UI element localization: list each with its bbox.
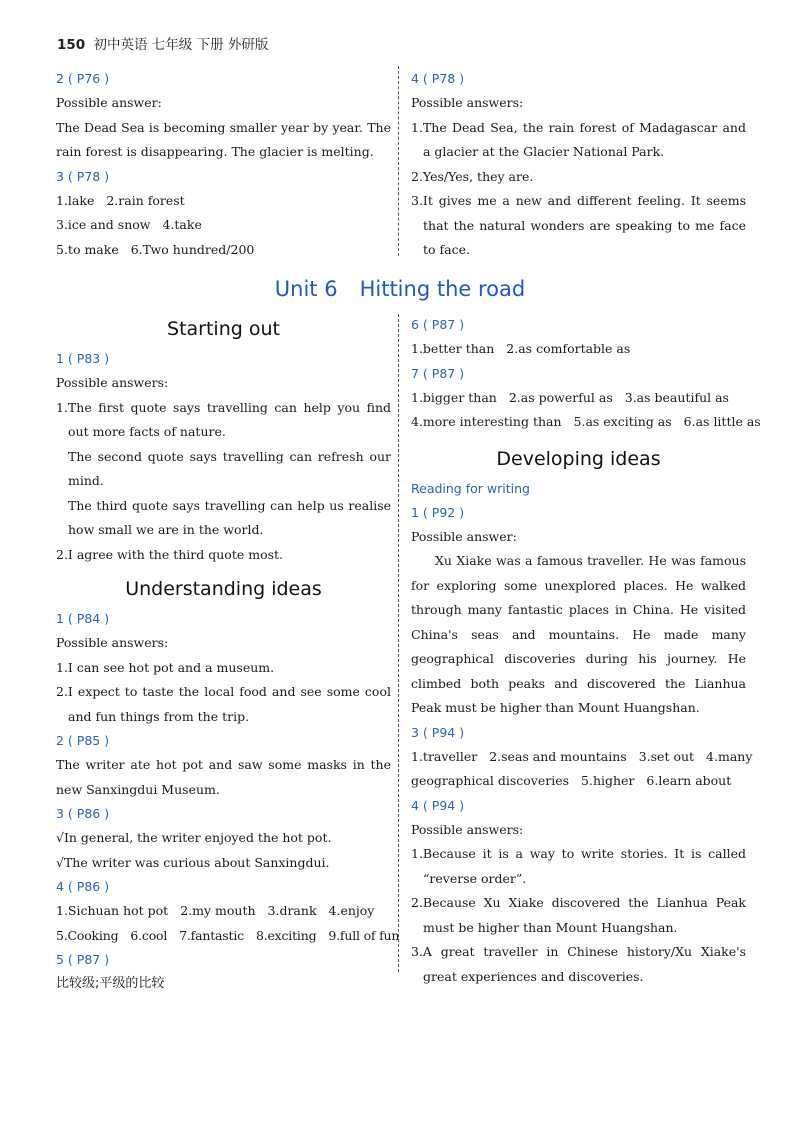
exercise-ref: 2 ( P76 ) xyxy=(56,71,110,86)
answer-item: 4.many xyxy=(706,748,753,764)
answer-item: 2.Because Xu Xiake discovered the Lianhua Peak must be higher than Mount Huangshan. xyxy=(411,895,746,935)
answer-text: The Dead Sea is becoming smaller year by year. The rain forest is disappearing. The glacier is melting. xyxy=(56,119,391,159)
column-divider xyxy=(398,314,399,972)
exercise-ref: 6 ( P87 ) xyxy=(411,317,465,332)
check-item: √In general, the writer enjoyed the hot pot. xyxy=(56,830,332,845)
answer-item: 3.drank xyxy=(267,903,317,918)
exercise-ref: 1 ( P92 ) xyxy=(411,504,465,520)
unit-title xyxy=(0,272,800,306)
top-right-column xyxy=(411,67,746,263)
page-header xyxy=(57,33,268,53)
answer-item: geographical discoveries xyxy=(411,773,570,788)
column-divider xyxy=(398,66,399,256)
answer-item: 4.more interesting than xyxy=(411,414,562,429)
answer-item: 1.Sichuan hot pot xyxy=(56,903,169,918)
answer-item: 4.enjoy xyxy=(328,903,375,918)
exercise-ref: 3 ( P78 ) xyxy=(56,168,110,184)
answer-item: 1.bigger than xyxy=(411,389,497,405)
answer-item: 1.The first quote says travelling can help you find out more facts of nature. xyxy=(56,399,391,439)
exercise-ref: 4 ( P94 ) xyxy=(411,797,465,813)
answer-label: Possible answers: xyxy=(411,95,524,110)
answer-item: The third quote says travelling can help us realise how small we are in the world. xyxy=(68,497,391,537)
answer-label: Possible answers: xyxy=(411,821,524,837)
answer-item: 6.cool xyxy=(130,927,168,943)
answer-line xyxy=(411,337,746,362)
answer-line xyxy=(56,899,391,924)
answer-item: 7.fantastic xyxy=(179,927,244,943)
answer-item: 9.full of fun xyxy=(328,927,400,943)
answer-item: 8.exciting xyxy=(255,927,317,943)
exercise-ref: 4 ( P86 ) xyxy=(56,879,110,894)
answer-line xyxy=(56,924,400,949)
answer-item: 3.as beautiful as xyxy=(624,389,729,405)
top-left-column xyxy=(56,67,391,262)
answer-item: 6.learn about xyxy=(646,773,732,788)
lower-left-column xyxy=(56,311,400,997)
check-item: √The writer was curious about Sanxingdui. xyxy=(56,854,330,870)
answer-item: 2.my mouth xyxy=(180,903,256,918)
answer-text: 比较级;平级的比较 xyxy=(56,976,165,991)
unit-number: Unit 6 xyxy=(274,277,338,301)
answer-item: 1.lake xyxy=(56,192,95,208)
answer-item: 2.rain forest xyxy=(106,192,185,208)
exercise-ref: 5 ( P87 ) xyxy=(56,952,110,967)
answer-item: 1.The Dead Sea, the rain forest of Madagascar and a glacier at the Glacier National Park. xyxy=(411,119,746,159)
subsection-title: Reading for writing xyxy=(411,480,530,496)
answer-item: 2.I agree with the third quote most. xyxy=(56,546,284,562)
answer-item: 2.seas and mountains xyxy=(489,748,627,764)
answer-item: 5.higher xyxy=(581,773,635,788)
answer-line xyxy=(56,238,391,263)
exercise-ref: 1 ( P83 ) xyxy=(56,351,110,366)
answer-item: 2.Yes/Yes, they are. xyxy=(411,168,534,184)
exercise-ref: 4 ( P78 ) xyxy=(411,71,465,86)
answer-paragraph: Xu Xiake was a famous traveller. He was famous for exploring some unexplored places. He walked through many fantastic places in China. He visited China's seas and mountains. He made many geographical discoveries during his journey. He climbed both peaks and discovered the Lianhua Peak must be higher than Mount Huangshan. xyxy=(411,553,746,715)
answer-label: Possible answers: xyxy=(56,635,169,650)
answer-item: The second quote says travelling can refresh our mind. xyxy=(68,448,391,488)
exercise-ref: 7 ( P87 ) xyxy=(411,365,465,381)
answer-item: 3.A great traveller in Chinese history/Xu Xiake's great experiences and discoveries. xyxy=(411,944,746,984)
answer-item: 1.better than xyxy=(411,341,495,356)
section-title-developing-ideas: Developing ideas xyxy=(496,447,661,470)
answer-line xyxy=(56,213,391,238)
answer-item: 5.as exciting as xyxy=(573,414,672,429)
answer-item: 1.I can see hot pot and a museum. xyxy=(56,659,275,675)
unit-name: Hitting the road xyxy=(359,277,526,301)
answer-line xyxy=(411,410,761,435)
exercise-ref: 2 ( P85 ) xyxy=(56,733,110,748)
answer-item: 1.traveller xyxy=(411,748,478,764)
answer-line xyxy=(56,189,391,214)
answer-text: The writer ate hot pot and saw some masks in the new Sanxingdui Museum. xyxy=(56,757,391,797)
exercise-ref: 3 ( P94 ) xyxy=(411,724,465,740)
answer-item: 1.Because it is a way to write stories. It is called “reverse order”. xyxy=(411,846,746,886)
exercise-ref: 1 ( P84 ) xyxy=(56,611,110,626)
answer-item: 3.It gives me a new and different feeling. It seems that the natural wonders are speaking to me face to face. xyxy=(411,193,746,257)
answer-line xyxy=(411,769,746,794)
answer-item: 6.as little as xyxy=(683,414,761,429)
answer-item: 3.ice and snow xyxy=(56,217,151,232)
answer-item: 2.as powerful as xyxy=(508,389,613,405)
answer-item: 2.as comfortable as xyxy=(506,341,631,356)
answer-line xyxy=(411,745,753,770)
answer-item: 5.to make xyxy=(56,241,119,257)
answer-line xyxy=(411,386,746,411)
answer-item: 2.I expect to taste the local food and see some cool and fun things from the trip. xyxy=(56,684,391,724)
answer-label: Possible answers: xyxy=(56,375,169,390)
book-title: 初中英语 七年级 下册 外研版 xyxy=(93,37,269,53)
page-number: 150 xyxy=(57,37,86,53)
answer-label: Possible answer: xyxy=(56,95,162,110)
lower-right-column xyxy=(411,313,761,989)
answer-label: Possible answer: xyxy=(411,528,517,544)
answer-item: 6.Two hundred/200 xyxy=(130,241,255,257)
exercise-ref: 3 ( P86 ) xyxy=(56,806,110,821)
answer-item: 3.set out xyxy=(638,748,695,764)
answer-item: 5.Cooking xyxy=(56,927,119,943)
section-title-starting-out: Starting out xyxy=(167,318,280,340)
section-title-understanding-ideas: Understanding ideas xyxy=(125,578,322,600)
answer-item: 4.take xyxy=(162,217,202,232)
